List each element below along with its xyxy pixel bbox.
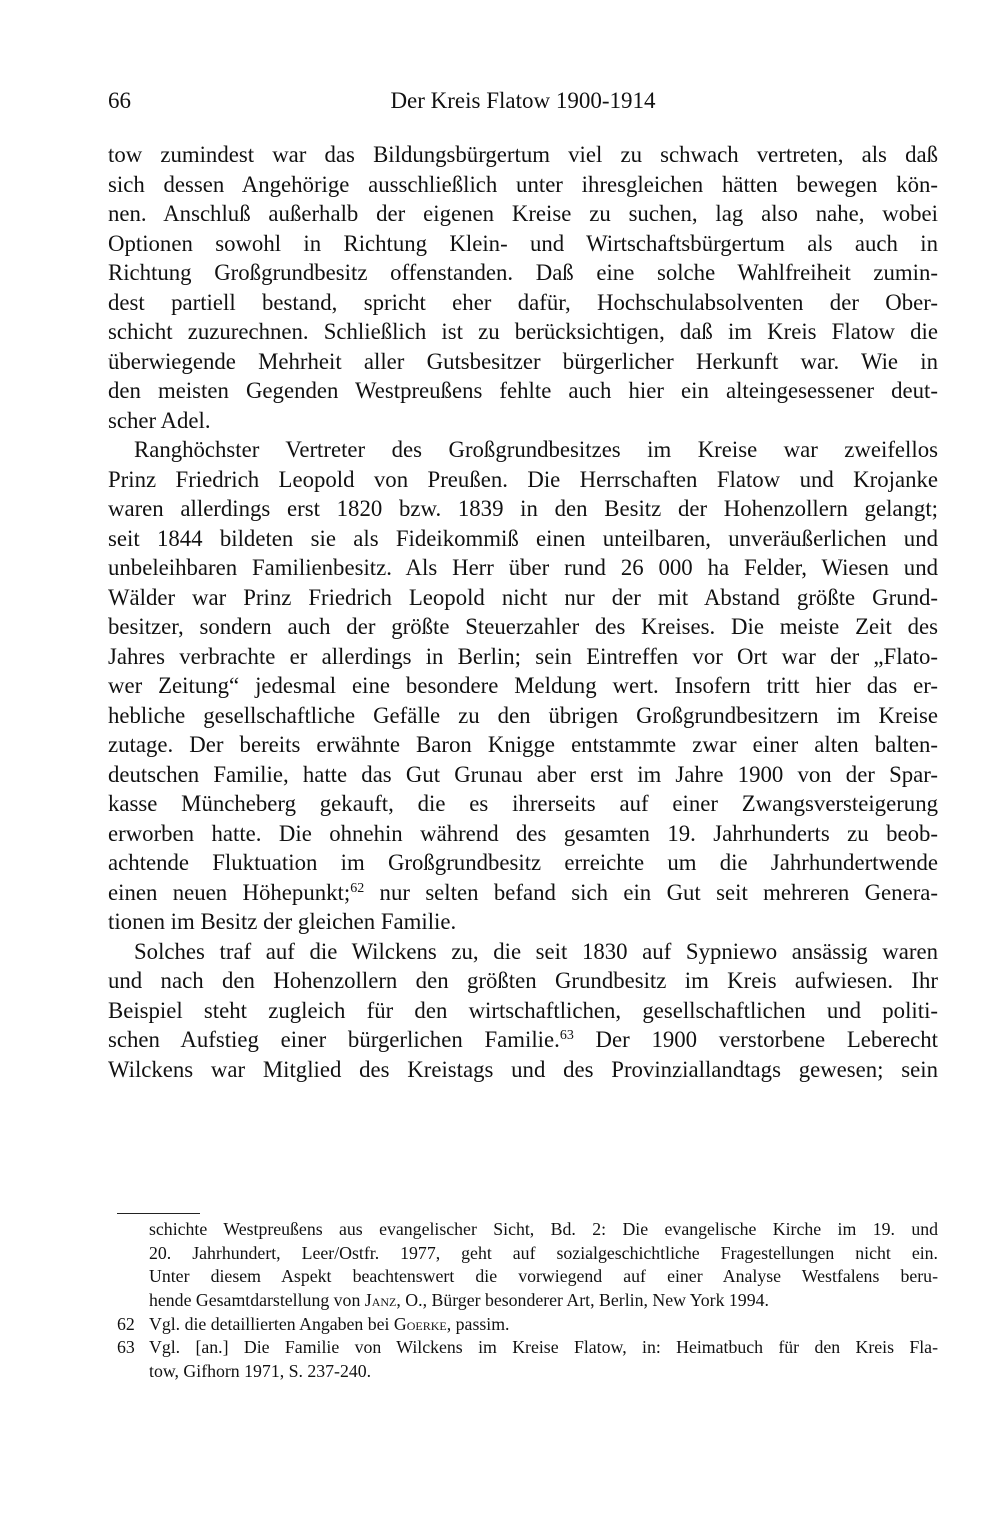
text-segment: einen neuen Höhepunkt; xyxy=(108,879,351,905)
text-line: seit 1844 bildeten sie als Fideikommiß einen unteilbaren, unveräußerlichen und xyxy=(108,525,938,551)
text-line: Richtung Großgrundbesitz offenstanden. Daß eine solche Wahlfreiheit zumin- xyxy=(108,260,938,285)
page-header xyxy=(108,88,938,118)
footnote-divider xyxy=(117,1213,200,1214)
text-line: tow zumindest war das Bildungsbürgertum viel zu schwach vertreten, als daß xyxy=(108,142,938,167)
footnote-ref-63[interactable]: 63 xyxy=(559,1028,574,1043)
text-line: zutage. Der bereits erwähnte Baron Knigge entstammte zwar einer alten balten- xyxy=(108,732,938,757)
text-line: Jahres verbrachte er allerdings in Berlin; sein Eintreffen vor Ort war der „Flato- xyxy=(108,643,938,669)
text-line: Solches traf auf die Wilckens zu, die seit 1830 auf Sypniewo ansässig waren xyxy=(134,938,938,964)
footnote-line xyxy=(108,1289,938,1313)
text-line: und nach den Hohenzollern den größten Grundbesitz im Kreis aufwiesen. Ihr xyxy=(108,968,938,993)
page-number: 66 xyxy=(108,88,131,113)
footnote-62 xyxy=(108,1313,938,1337)
text-line: den meisten Gegenden Westpreußens fehlte auch hier ein alteingesessener deut- xyxy=(108,378,938,403)
text-line: kasse Müncheberg gekauft, die es ihrerseits auf einer Zwangsversteigerung xyxy=(108,791,938,816)
footnote-line: Unter diesem Aspekt beachtenswert die vorwiegend auf einer Analyse Westfalens beru- xyxy=(149,1266,938,1287)
footnote-line: tow, Gifhorn 1971, S. 237-240. xyxy=(149,1361,372,1382)
footnote-ref-62[interactable]: 62 xyxy=(350,880,365,896)
body-text xyxy=(108,140,938,1084)
text-line: tionen im Besitz der gleichen Familie. xyxy=(108,909,457,934)
text-line: besitzer, sondern auch der größte Steuerzahler des Kreises. Die meiste Zeit des xyxy=(108,614,938,639)
author-name: Janz xyxy=(364,1290,397,1311)
text-line: überwiegende Mehrheit aller Gutsbesitzer bürgerlicher Herkunft war. Wie in xyxy=(108,348,938,374)
text-line: hebliche gesellschaftliche Gefälle zu den übrigen Großgrundbesitzern im Kreise xyxy=(108,702,938,728)
text-line: erworben hatte. Die ohnehin während des gesamten 19. Jahrhunderts zu beob- xyxy=(108,820,938,846)
text-segment: Der 1900 verstorbene Leberecht xyxy=(573,1027,938,1052)
text-line: achtende Fluktuation im Großgrundbesitz erreichte um die Jahrhundertwende xyxy=(108,850,938,875)
text-line: unbeleihbaren Familienbesitz. Als Herr über rund 26 000 ha Felder, Wiesen und xyxy=(108,555,938,580)
footnote-63 xyxy=(108,1336,938,1360)
text-line: sich dessen Angehörige ausschließlich unter ihresgleichen hätten bewegen kön- xyxy=(108,171,938,197)
text-line: Wälder war Prinz Friedrich Leopold nicht nur der mit Abstand größte Grund- xyxy=(108,584,938,610)
text-segment: , O., Bürger besonderer Art, Berlin, New York 1994. xyxy=(396,1290,769,1311)
text-line: schicht zuzurechnen. Schließlich ist zu berücksichtigen, daß im Kreis Flatow die xyxy=(108,319,938,344)
text-line: scher Adel. xyxy=(108,407,211,433)
text-line: Prinz Friedrich Leopold von Preußen. Die Herrschaften Flatow und Krojanke xyxy=(108,466,938,492)
text-line: waren allerdings erst 1820 bzw. 1839 in den Besitz der Hohenzollern gelangt; xyxy=(108,496,938,521)
text-line xyxy=(108,1025,938,1055)
running-title: Der Kreis Flatow 1900-1914 xyxy=(390,88,656,113)
text-line: Beispiel steht zugleich für den wirtschaftlichen, gesellschaftlichen und politi- xyxy=(108,997,938,1023)
text-segment: schen Aufstieg einer bürgerlichen Familie. xyxy=(108,1027,560,1052)
footnote-line: schichte Westpreußens aus evangelischer Sicht, Bd. 2: Die evangelische Kirche im 19. und xyxy=(149,1219,938,1239)
footnote-line: 20. Jahrhundert, Leer/Ostfr. 1977, geht auf sozialgeschichtliche Fragestellungen nicht ein. xyxy=(149,1242,938,1263)
text-line: deutschen Familie, hatte das Gut Grunau aber erst im Jahre 1900 von der Spar- xyxy=(108,761,938,787)
text-line xyxy=(108,878,938,908)
footnote-number: 62 xyxy=(117,1313,135,1334)
text-line: Ranghöchster Vertreter des Großgrundbesitzes im Kreise war zweifellos xyxy=(134,437,938,462)
text-line: nen. Anschluß außerhalb der eigenen Kreise zu suchen, lag also nahe, wobei xyxy=(108,201,938,226)
footnotes xyxy=(108,1218,938,1384)
text-line: Wilckens war Mitglied des Kreistags und des Provinziallandtags gewesen; sein xyxy=(108,1056,938,1082)
text-segment: Vgl. die detaillierten Angaben bei xyxy=(149,1313,394,1334)
author-name: Goerke xyxy=(393,1313,447,1334)
text-segment: , passim. xyxy=(446,1313,510,1334)
text-line: Optionen sowohl in Richtung Klein- und Wirtschaftsbürgertum als auch in xyxy=(108,230,938,256)
text-segment: hende Gesamtdarstellung von xyxy=(149,1290,365,1311)
text-line: dest partiell bestand, spricht eher dafür, Hochschulabsolventen der Ober- xyxy=(108,289,938,315)
footnote-number: 63 xyxy=(117,1337,135,1358)
text-segment: Vgl. [an.] Die Familie von Wilckens im Kreise Flatow, in: Heimatbuch für den Kreis Fla- xyxy=(149,1337,938,1358)
text-segment: nur selten befand sich ein Gut seit mehreren Genera- xyxy=(364,879,938,905)
text-line: wer Zeitung“ jedesmal eine besondere Meldung wert. Insofern tritt hier das er- xyxy=(108,673,938,698)
